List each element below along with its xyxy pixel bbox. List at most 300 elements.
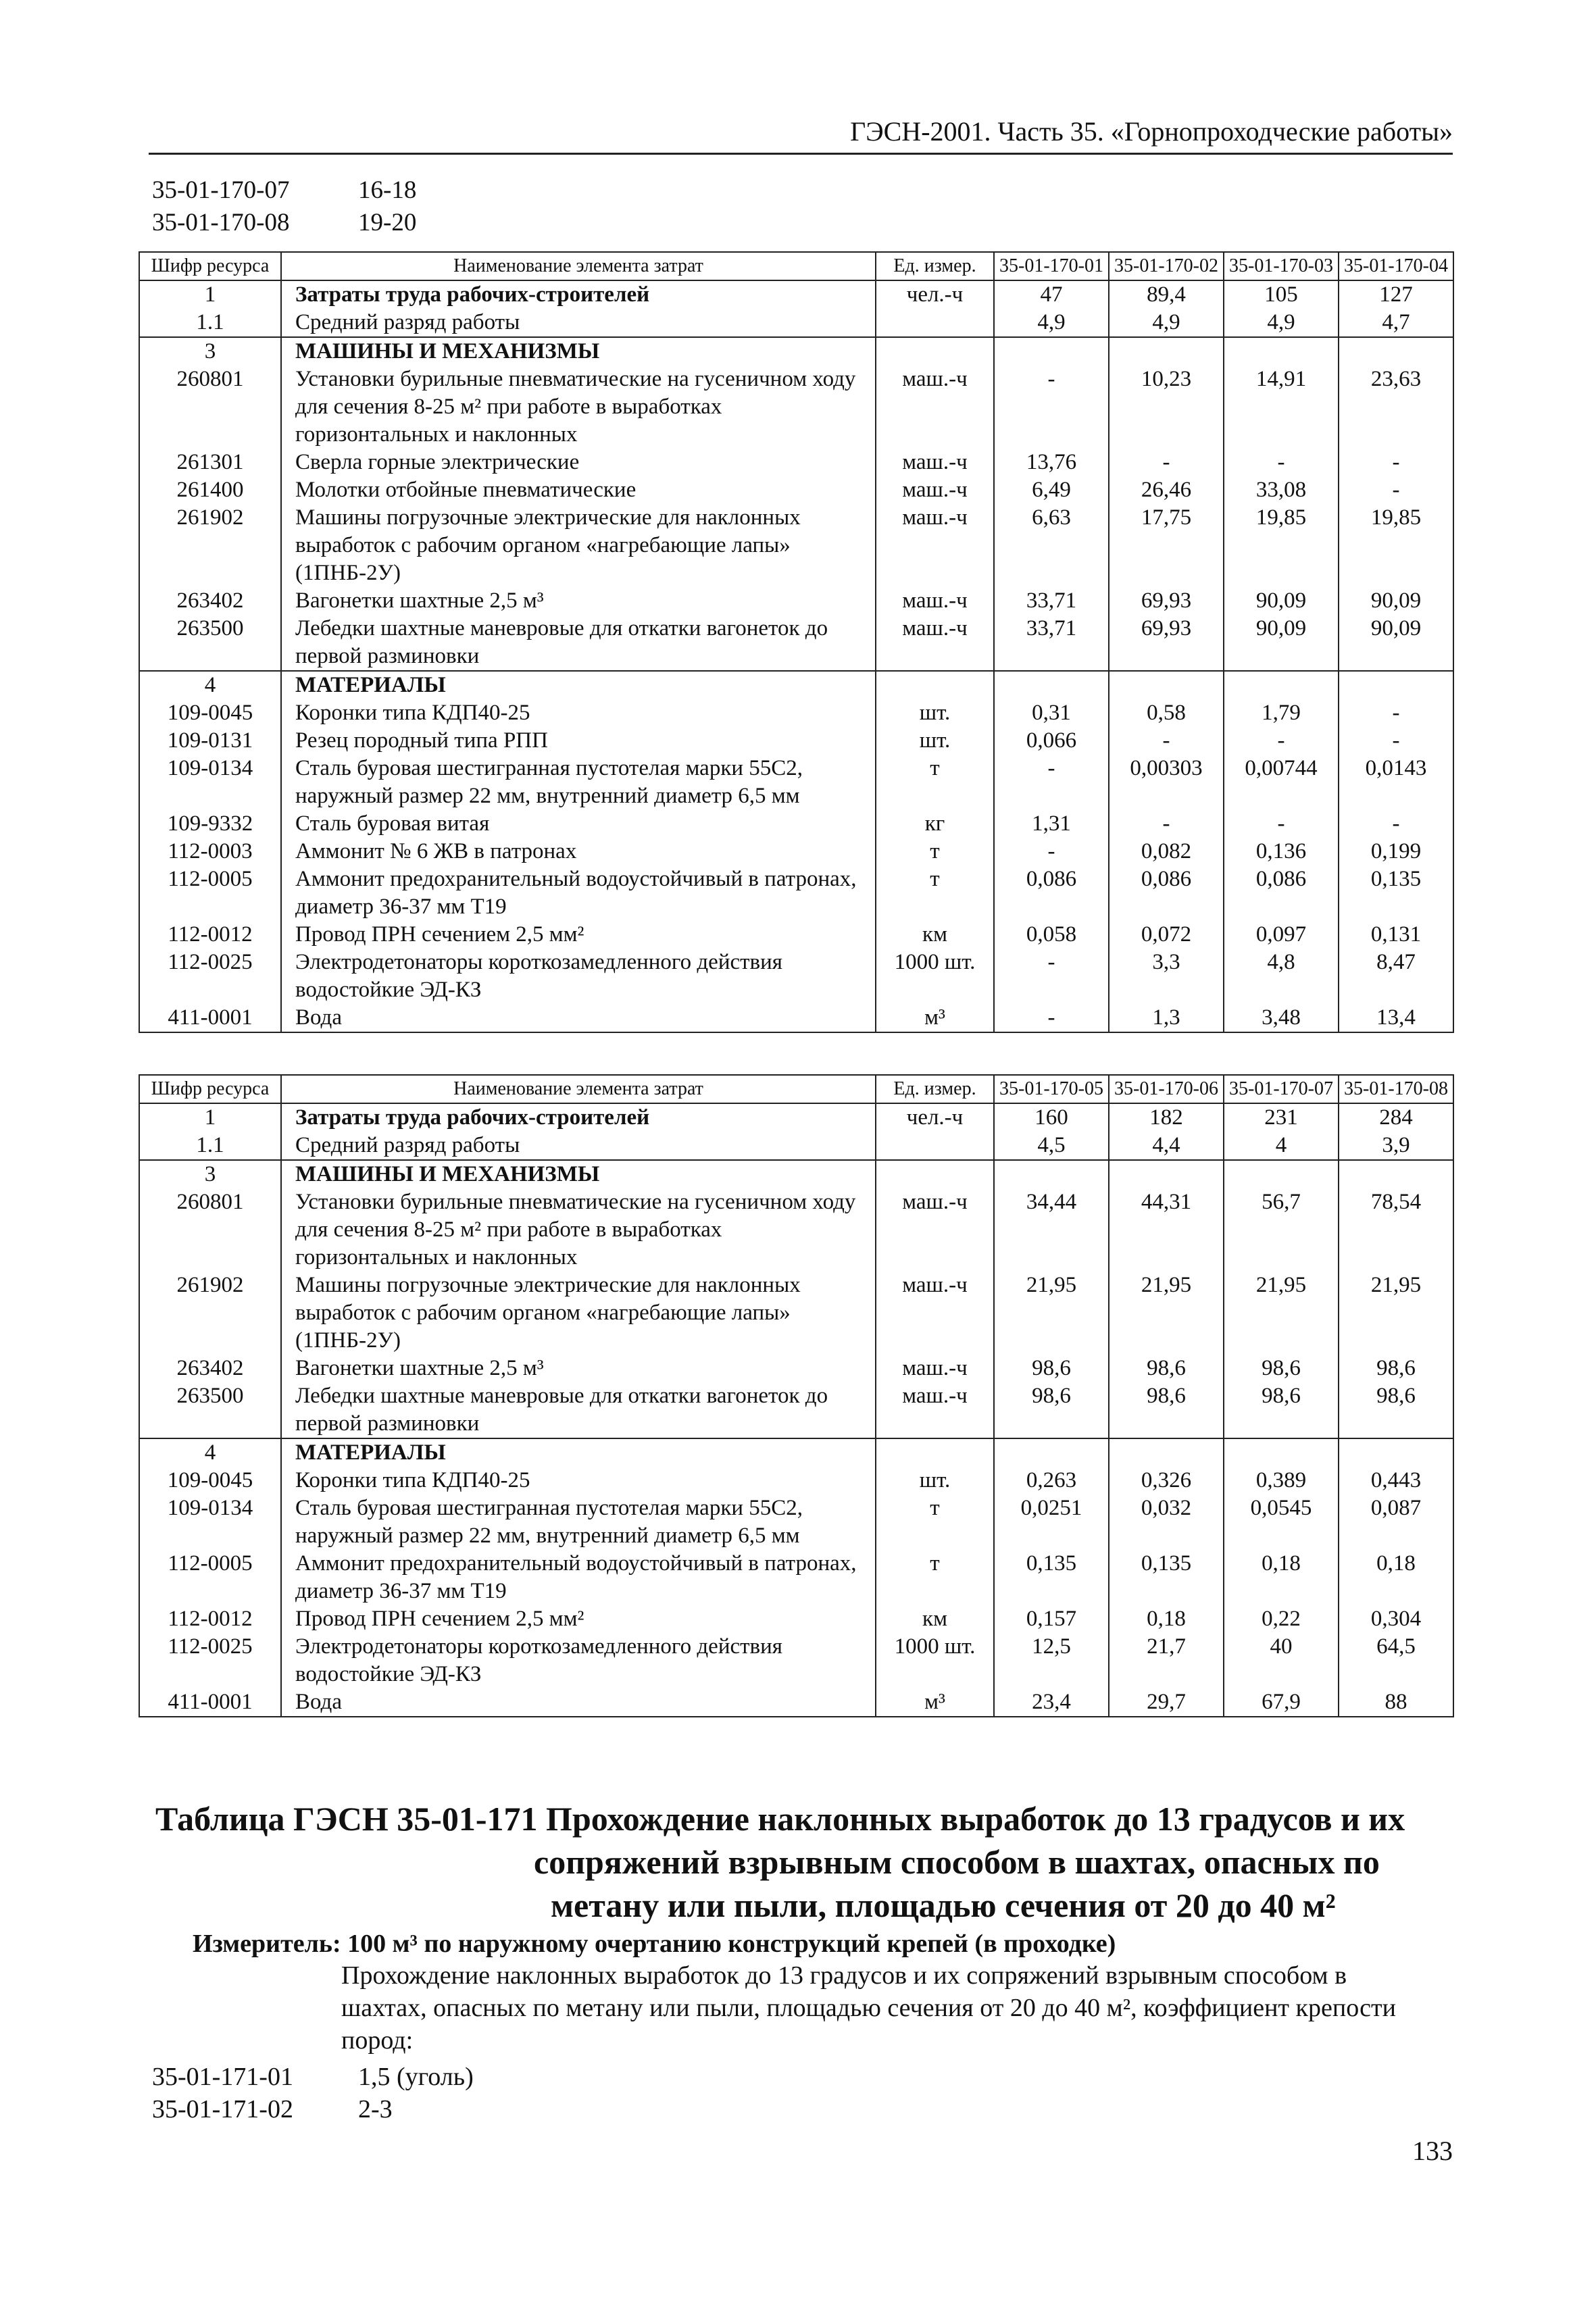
table-row: [139, 366, 1453, 449]
resource-code: 1.1: [139, 1132, 281, 1160]
table-row: [139, 309, 1453, 337]
resource-name: МАТЕРИАЛЫ: [281, 671, 876, 699]
resource-value: 0,135: [1339, 865, 1453, 921]
header-norm-code: 35-01-170-06: [1109, 1075, 1224, 1103]
resource-value: 0,0251: [994, 1494, 1109, 1550]
header-norm-code: 35-01-170-05: [994, 1075, 1109, 1103]
resource-name: Аммонит № 6 ЖВ в патронах: [281, 838, 876, 865]
resource-code: 261400: [139, 476, 281, 504]
resource-value: 88: [1339, 1688, 1453, 1717]
code-line: [152, 207, 416, 239]
resource-value: 17,75: [1109, 504, 1224, 587]
resource-value: 21,95: [994, 1272, 1109, 1355]
resource-value: 98,6: [1224, 1382, 1339, 1438]
resource-value: 90,09: [1224, 587, 1339, 615]
resource-value: 0,443: [1339, 1467, 1453, 1494]
resource-name: Вагонетки шахтные 2,5 м³: [281, 587, 876, 615]
table-row: [139, 1103, 1453, 1132]
resource-unit: шт.: [876, 699, 994, 727]
code-value: 1,5 (уголь): [358, 2063, 474, 2091]
resource-code: 112-0012: [139, 1605, 281, 1633]
table-row: [139, 1633, 1453, 1688]
resource-value: -: [1109, 727, 1224, 755]
resource-unit: [876, 1132, 994, 1160]
resource-value: 6,63: [994, 504, 1109, 587]
resource-value: 26,46: [1109, 476, 1224, 504]
resource-table-1: [139, 251, 1454, 1033]
resource-value: 0,00303: [1109, 755, 1224, 810]
resource-value: 1,79: [1224, 699, 1339, 727]
resource-value: 4,9: [1224, 309, 1339, 337]
table-row: [139, 921, 1453, 949]
resource-value: [1339, 1160, 1453, 1188]
resource-code: 109-0134: [139, 755, 281, 810]
resource-value: 34,44: [994, 1188, 1109, 1272]
resource-unit: маш.-ч: [876, 1272, 994, 1355]
table-row: [139, 1188, 1453, 1272]
resource-value: 0,18: [1109, 1605, 1224, 1633]
resource-value: [994, 671, 1109, 699]
code: 35-01-170-07: [152, 176, 290, 204]
resource-unit: [876, 1160, 994, 1188]
table-row: [139, 1382, 1453, 1438]
resource-value: 19,85: [1339, 504, 1453, 587]
table-row: [139, 1355, 1453, 1382]
resource-table-2: [139, 1074, 1454, 1717]
resource-code: 109-0134: [139, 1494, 281, 1550]
table-row: [139, 1550, 1453, 1605]
resource-value: 0,086: [994, 865, 1109, 921]
resource-name: Лебедки шахтные маневровые для откатки вагонеток до первой разминовки: [281, 1382, 876, 1438]
resource-unit: т: [876, 1550, 994, 1605]
resource-value: 3,3: [1109, 949, 1224, 1004]
table-row: [139, 504, 1453, 587]
resource-name: Коронки типа КДП40-25: [281, 1467, 876, 1494]
resource-value: 0,326: [1109, 1467, 1224, 1494]
resource-value: 0,263: [994, 1467, 1109, 1494]
resource-value: [1224, 671, 1339, 699]
header-code: Шифр ресурса: [139, 1075, 281, 1103]
resource-value: 4,9: [994, 309, 1109, 337]
resource-code: 3: [139, 337, 281, 366]
resource-name: Электродетонаторы короткозамедленного действия водостойкие ЭД-КЗ: [281, 1633, 876, 1688]
resource-value: 0,0545: [1224, 1494, 1339, 1550]
resource-unit: маш.-ч: [876, 615, 994, 671]
resource-name: Лебедки шахтные маневровые для откатки вагонеток до первой разминовки: [281, 615, 876, 671]
resource-unit: маш.-ч: [876, 1355, 994, 1382]
resource-value: 0,086: [1109, 865, 1224, 921]
resource-value: 0,18: [1224, 1550, 1339, 1605]
resource-name: Установки бурильные пневматические на гусеничном ходу для сечения 8-25 м² при работе в выработках горизонтальных и наклонных: [281, 366, 876, 449]
resource-value: 78,54: [1339, 1188, 1453, 1272]
code-line: [152, 2093, 474, 2126]
resource-value: 67,9: [1224, 1688, 1339, 1717]
resource-name: Аммонит предохранительный водоустойчивый в патронах, диаметр 36-37 мм Т19: [281, 1550, 876, 1605]
resource-code: 263500: [139, 1382, 281, 1438]
resource-value: [994, 1160, 1109, 1188]
code-line: [152, 2061, 474, 2093]
resource-unit: т: [876, 1494, 994, 1550]
resource-value: 4,7: [1339, 309, 1453, 337]
header-norm-code: 35-01-170-04: [1339, 252, 1453, 280]
resource-name: Вода: [281, 1004, 876, 1032]
resource-value: -: [1224, 449, 1339, 476]
resource-name: Молотки отбойные пневматические: [281, 476, 876, 504]
resource-value: -: [994, 949, 1109, 1004]
resource-value: 0,066: [994, 727, 1109, 755]
resource-unit: маш.-ч: [876, 476, 994, 504]
resource-unit: м³: [876, 1688, 994, 1717]
resource-value: 23,63: [1339, 366, 1453, 449]
resource-code: 261902: [139, 504, 281, 587]
resource-unit: чел.-ч: [876, 1103, 994, 1132]
resource-code: 263402: [139, 587, 281, 615]
resource-name: Электродетонаторы короткозамедленного действия водостойкие ЭД-КЗ: [281, 949, 876, 1004]
resource-value: [1224, 1438, 1339, 1467]
resource-value: -: [1339, 476, 1453, 504]
header-norm-code: 35-01-170-02: [1109, 252, 1224, 280]
table-row: [139, 615, 1453, 671]
resource-value: 0,0143: [1339, 755, 1453, 810]
resource-name: Затраты труда рабочих-строителей: [281, 280, 876, 309]
header-unit: Ед. измер.: [876, 252, 994, 280]
resource-value: [1109, 671, 1224, 699]
header-norm-code: 35-01-170-03: [1224, 252, 1339, 280]
resource-code: 109-9332: [139, 810, 281, 838]
resource-value: [1109, 1438, 1224, 1467]
resource-unit: маш.-ч: [876, 504, 994, 587]
resource-value: 69,93: [1109, 615, 1224, 671]
top-code-list: [152, 174, 416, 239]
resource-value: 98,6: [1109, 1382, 1224, 1438]
resource-code: 109-0131: [139, 727, 281, 755]
resource-value: [1339, 1438, 1453, 1467]
resource-value: 0,058: [994, 921, 1109, 949]
resource-value: 105: [1224, 280, 1339, 309]
resource-value: 182: [1109, 1103, 1224, 1132]
resource-value: 23,4: [994, 1688, 1109, 1717]
resource-value: 8,47: [1339, 949, 1453, 1004]
resource-value: [1339, 671, 1453, 699]
resource-code: 263500: [139, 615, 281, 671]
table-header-row: [139, 1075, 1453, 1103]
resource-value: 40: [1224, 1633, 1339, 1688]
section-description: Прохождение наклонных выработок до 13 градусов и их сопряжений взрывным способом в шахтах, опасных по метану или пыли, площадью сечения от 20 до 40 м², коэффициент крепости пород:: [341, 1961, 1396, 2055]
resource-value: 98,6: [1224, 1355, 1339, 1382]
table-row: [139, 699, 1453, 727]
resource-code: 109-0045: [139, 1467, 281, 1494]
resource-unit: [876, 1438, 994, 1467]
code-value: 2-3: [358, 2095, 393, 2123]
resource-name: Сталь буровая шестигранная пустотелая марки 55С2, наружный размер 22 мм, внутренний диаметр 6,5 мм: [281, 1494, 876, 1550]
resource-name: МАТЕРИАЛЫ: [281, 1438, 876, 1467]
resource-value: [1224, 1160, 1339, 1188]
resource-value: 4,9: [1109, 309, 1224, 337]
resource-name: Машины погрузочные электрические для наклонных выработок с рабочим органом «нагребающие лапы» (1ПНБ-2У): [281, 504, 876, 587]
resource-value: -: [1224, 810, 1339, 838]
resource-code: 411-0001: [139, 1688, 281, 1717]
resource-value: -: [1109, 810, 1224, 838]
resource-value: 3,9: [1339, 1132, 1453, 1160]
resource-unit: шт.: [876, 727, 994, 755]
resource-unit: т: [876, 865, 994, 921]
resource-name: Резец породный типа РПП: [281, 727, 876, 755]
resource-value: 89,4: [1109, 280, 1224, 309]
resource-value: 3,48: [1224, 1004, 1339, 1032]
resource-code: 1.1: [139, 309, 281, 337]
table-row: [139, 1160, 1453, 1188]
table-row: [139, 727, 1453, 755]
resource-code: 4: [139, 671, 281, 699]
resource-code: 263402: [139, 1355, 281, 1382]
resource-value: 4,5: [994, 1132, 1109, 1160]
resource-value: 0,097: [1224, 921, 1339, 949]
resource-value: -: [1339, 449, 1453, 476]
resource-name: Средний разряд работы: [281, 309, 876, 337]
resource-unit: т: [876, 755, 994, 810]
code-value: 16-18: [358, 176, 417, 204]
header-name: Наименование элемента затрат: [281, 252, 876, 280]
resource-unit: маш.-ч: [876, 1188, 994, 1272]
code: 35-01-171-02: [152, 2095, 293, 2123]
resource-unit: км: [876, 1605, 994, 1633]
resource-value: 98,6: [994, 1382, 1109, 1438]
resource-value: 10,23: [1109, 366, 1224, 449]
resource-value: 0,31: [994, 699, 1109, 727]
resource-value: 0,082: [1109, 838, 1224, 865]
resource-value: 0,086: [1224, 865, 1339, 921]
resource-name: МАШИНЫ И МЕХАНИЗМЫ: [281, 1160, 876, 1188]
resource-value: 64,5: [1339, 1633, 1453, 1688]
resource-value: -: [1224, 727, 1339, 755]
code: 35-01-171-01: [152, 2063, 293, 2091]
table-row: [139, 755, 1453, 810]
resource-name: Вода: [281, 1688, 876, 1717]
resource-code: 3: [139, 1160, 281, 1188]
resource-value: 33,08: [1224, 476, 1339, 504]
resource-name: Машины погрузочные электрические для наклонных выработок с рабочим органом «нагребающие лапы» (1ПНБ-2У): [281, 1272, 876, 1355]
resource-value: 0,18: [1339, 1550, 1453, 1605]
resource-value: 4,4: [1109, 1132, 1224, 1160]
table-row: [139, 1467, 1453, 1494]
resource-name: Сталь буровая шестигранная пустотелая марки 55С2, наружный размер 22 мм, внутренний диаметр 6,5 мм: [281, 755, 876, 810]
resource-value: 4: [1224, 1132, 1339, 1160]
resource-name: Аммонит предохранительный водоустойчивый в патронах, диаметр 36-37 мм Т19: [281, 865, 876, 921]
table-row: [139, 1605, 1453, 1633]
table-row: [139, 1494, 1453, 1550]
resource-value: [1109, 1160, 1224, 1188]
meter-text: Измеритель: 100 м³ по наружному очертанию конструкций крепей (в проходке): [193, 1930, 1116, 1958]
resource-value: 0,22: [1224, 1605, 1339, 1633]
table-row: [139, 671, 1453, 699]
resource-code: 112-0025: [139, 949, 281, 1004]
resource-unit: 1000 шт.: [876, 1633, 994, 1688]
resource-value: 33,71: [994, 615, 1109, 671]
code: 35-01-170-08: [152, 209, 290, 236]
table-row: [139, 1272, 1453, 1355]
resource-value: 1,3: [1109, 1004, 1224, 1032]
resource-name: Средний разряд работы: [281, 1132, 876, 1160]
table-row: [139, 1688, 1453, 1717]
resource-value: 98,6: [994, 1355, 1109, 1382]
resource-value: 0,58: [1109, 699, 1224, 727]
resource-value: 56,7: [1224, 1188, 1339, 1272]
table-row: [139, 1004, 1453, 1032]
page-header: [149, 108, 1453, 155]
resource-unit: кг: [876, 810, 994, 838]
resource-value: -: [1339, 727, 1453, 755]
table-row: [139, 810, 1453, 838]
resource-value: 90,09: [1224, 615, 1339, 671]
section-title-line: метану или пыли, площадью сечения от 20 до 40 м²: [551, 1886, 1336, 1924]
resource-code: 260801: [139, 366, 281, 449]
code-line: [152, 174, 416, 207]
resource-code: 4: [139, 1438, 281, 1467]
resource-value: 47: [994, 280, 1109, 309]
resource-name: Затраты труда рабочих-строителей: [281, 1103, 876, 1132]
header-norm-code: 35-01-170-08: [1339, 1075, 1453, 1103]
resource-value: -: [1339, 810, 1453, 838]
resource-value: 0,199: [1339, 838, 1453, 865]
resource-value: [994, 1438, 1109, 1467]
resource-value: 0,00744: [1224, 755, 1339, 810]
resource-code: 1: [139, 280, 281, 309]
resource-code: 261902: [139, 1272, 281, 1355]
table-row: [139, 838, 1453, 865]
code-value: 19-20: [358, 209, 417, 236]
resource-value: 0,157: [994, 1605, 1109, 1633]
header-norm-code: 35-01-170-07: [1224, 1075, 1339, 1103]
resource-value: 33,71: [994, 587, 1109, 615]
resource-value: 0,389: [1224, 1467, 1339, 1494]
resource-value: -: [1339, 699, 1453, 727]
resource-code: 112-0003: [139, 838, 281, 865]
table-row: [139, 949, 1453, 1004]
resource-value: 284: [1339, 1103, 1453, 1132]
resource-value: 0,135: [994, 1550, 1109, 1605]
resource-value: -: [994, 755, 1109, 810]
section-title: [155, 1797, 1412, 1927]
resource-value: -: [994, 838, 1109, 865]
resource-value: -: [994, 1004, 1109, 1032]
resource-value: 69,93: [1109, 587, 1224, 615]
table-row: [139, 587, 1453, 615]
table-header-row: [139, 252, 1453, 280]
resource-value: 98,6: [1339, 1382, 1453, 1438]
resource-value: 14,91: [1224, 366, 1339, 449]
resource-value: 127: [1339, 280, 1453, 309]
resource-value: 0,087: [1339, 1494, 1453, 1550]
header-name: Наименование элемента затрат: [281, 1075, 876, 1103]
resource-value: 13,76: [994, 449, 1109, 476]
table-row: [139, 476, 1453, 504]
resource-value: 0,072: [1109, 921, 1224, 949]
table-row: [139, 865, 1453, 921]
resource-unit: маш.-ч: [876, 1382, 994, 1438]
resource-value: [1224, 337, 1339, 366]
resource-value: [994, 337, 1109, 366]
resource-unit: [876, 337, 994, 366]
resource-value: 0,032: [1109, 1494, 1224, 1550]
resource-value: 231: [1224, 1103, 1339, 1132]
resource-value: 90,09: [1339, 587, 1453, 615]
resource-value: 0,135: [1109, 1550, 1224, 1605]
header-code: Шифр ресурса: [139, 252, 281, 280]
resource-value: -: [1109, 449, 1224, 476]
resource-value: 44,31: [1109, 1188, 1224, 1272]
resource-code: 112-0012: [139, 921, 281, 949]
section-title-line: сопряжений взрывным способом в шахтах, опасных по: [534, 1843, 1380, 1881]
resource-name: МАШИНЫ И МЕХАНИЗМЫ: [281, 337, 876, 366]
header-norm-code: 35-01-170-01: [994, 252, 1109, 280]
resource-value: 4,8: [1224, 949, 1339, 1004]
section-code-list: [152, 2061, 474, 2126]
resource-value: 21,95: [1224, 1272, 1339, 1355]
resource-value: 160: [994, 1103, 1109, 1132]
resource-value: [1339, 337, 1453, 366]
header-unit: Ед. измер.: [876, 1075, 994, 1103]
resource-value: 98,6: [1339, 1355, 1453, 1382]
table-row: [139, 1438, 1453, 1467]
resource-code: 261301: [139, 449, 281, 476]
resource-value: 13,4: [1339, 1004, 1453, 1032]
resource-name: Сталь буровая витая: [281, 810, 876, 838]
resource-unit: [876, 671, 994, 699]
resource-unit: маш.-ч: [876, 449, 994, 476]
resource-value: 1,31: [994, 810, 1109, 838]
resource-code: 109-0045: [139, 699, 281, 727]
resource-name: Сверла горные электрические: [281, 449, 876, 476]
resource-unit: маш.-ч: [876, 366, 994, 449]
resource-name: Вагонетки шахтные 2,5 м³: [281, 1355, 876, 1382]
resource-value: 90,09: [1339, 615, 1453, 671]
resource-value: 12,5: [994, 1633, 1109, 1688]
resource-value: [1109, 337, 1224, 366]
resource-code: 112-0025: [139, 1633, 281, 1688]
resource-value: 6,49: [994, 476, 1109, 504]
resource-code: 260801: [139, 1188, 281, 1272]
resource-name: Провод ПРН сечением 2,5 мм²: [281, 921, 876, 949]
resource-name: Коронки типа КДП40-25: [281, 699, 876, 727]
resource-value: 21,7: [1109, 1633, 1224, 1688]
resource-unit: м³: [876, 1004, 994, 1032]
section-title-line: Таблица ГЭСН 35-01-171 Прохождение наклонных выработок до 13 градусов и их: [155, 1800, 1405, 1838]
resource-unit: маш.-ч: [876, 587, 994, 615]
resource-name: Провод ПРН сечением 2,5 мм²: [281, 1605, 876, 1633]
table-row: [139, 449, 1453, 476]
table-row: [139, 337, 1453, 366]
resource-unit: т: [876, 838, 994, 865]
resource-value: 21,95: [1109, 1272, 1224, 1355]
page-number: 133: [1412, 2136, 1453, 2166]
resource-code: 411-0001: [139, 1004, 281, 1032]
resource-value: 0,136: [1224, 838, 1339, 865]
resource-value: 0,304: [1339, 1605, 1453, 1633]
resource-code: 112-0005: [139, 1550, 281, 1605]
resource-value: 29,7: [1109, 1688, 1224, 1717]
resource-value: 21,95: [1339, 1272, 1453, 1355]
resource-code: 112-0005: [139, 865, 281, 921]
resource-unit: шт.: [876, 1467, 994, 1494]
header-title: ГЭСН-2001. Часть 35. «Горнопроходческие работы»: [850, 116, 1453, 147]
table-row: [139, 1132, 1453, 1160]
resource-unit: 1000 шт.: [876, 949, 994, 1004]
resource-unit: км: [876, 921, 994, 949]
resource-value: -: [994, 366, 1109, 449]
resource-name: Установки бурильные пневматические на гусеничном ходу для сечения 8-25 м² при работе в выработках горизонтальных и наклонных: [281, 1188, 876, 1272]
resource-code: 1: [139, 1103, 281, 1132]
table-row: [139, 280, 1453, 309]
